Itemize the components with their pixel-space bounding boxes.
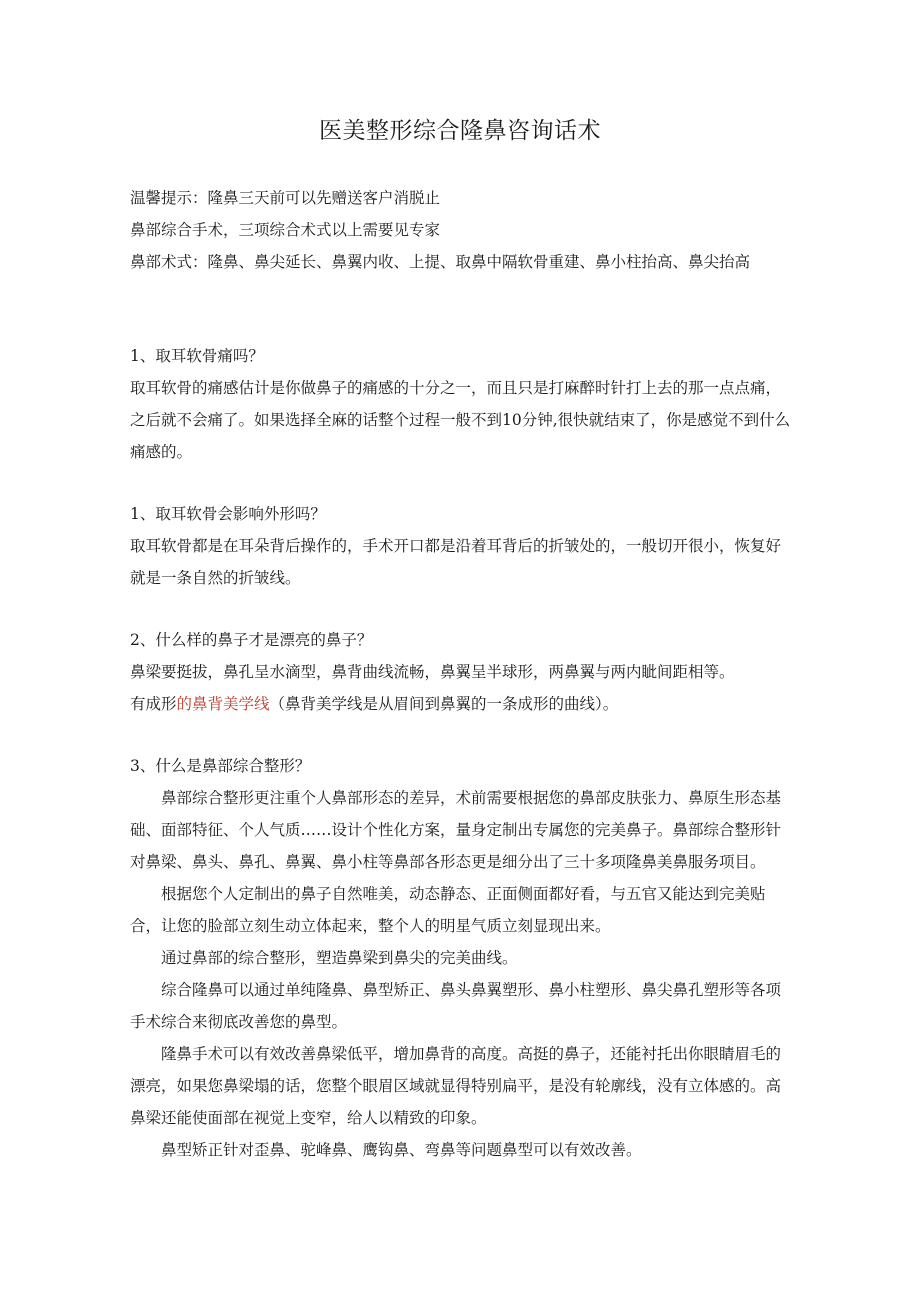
aesthetic-line-link[interactable]: 的鼻背美学线 [176, 695, 270, 713]
q2-answer-line-2 [130, 688, 794, 720]
q1b-question: 1、取耳软骨会影响外形吗？ [130, 505, 326, 523]
q2-answer-prefix: 有成形 [130, 695, 177, 713]
q3-paragraph: 鼻部综合整形更注重个人鼻部形态的差异，术前需要根据您的鼻部皮肤张力、鼻原生形态基础、面部特征、个人气质……设计个性化方案，量身定制出专属您的完美鼻子。鼻部综合整形针对鼻梁、鼻头、鼻孔、鼻翼、鼻小柱等鼻部各形态更是细分出了三十多项隆鼻美鼻服务项目。 [130, 789, 782, 871]
q3-paragraph: 隆鼻手术可以有效改善鼻梁低平，增加鼻背的高度。高挺的鼻子，还能衬托出你眼睛眉毛的漂亮，如果您鼻梁塌的话，您整个眼眉区域就显得特别扁平，是没有轮廓线，没有立体感的。高鼻梁还能使面部在视觉上变窄，给人以精致的印象。 [130, 1045, 782, 1127]
q3-paragraph: 鼻型矫正针对歪鼻、驼峰鼻、鹰钩鼻、弯鼻等问题鼻型可以有效改善。 [161, 1141, 642, 1159]
document-body [130, 182, 794, 1166]
q3-paragraph: 通过鼻部的综合整形，塑造鼻梁到鼻尖的完美曲线。 [161, 949, 518, 967]
q3-paragraph: 根据您个人定制出的鼻子自然唯美，动态静态、正面侧面都好看，与五官又能达到完美贴合，让您的脸部立刻生动立体起来，整个人的明星气质立刻显现出来。 [130, 885, 766, 935]
q3-paragraph: 综合隆鼻可以通过单纯隆鼻、鼻型矫正、鼻头鼻翼塑形、鼻小柱塑形、鼻尖鼻孔塑形等各项手术综合来彻底改善您的鼻型。 [130, 981, 782, 1031]
document-title: 医美整形综合隆鼻咨询话术 [319, 118, 601, 144]
q1b-answer: 取耳软骨都是在耳朵背后操作的，手术开口都是沿着耳背后的折皱处的，一般切开很小，恢复好就是一条自然的折皱线。 [130, 537, 782, 587]
q1-question: 1、取耳软骨痛吗？ [130, 347, 264, 365]
q3-question: 3、什么是鼻部综合整形？ [130, 757, 311, 775]
intro-tip: 温馨提示：隆鼻三天前可以先赠送客户消脱止 [130, 189, 441, 207]
q1-answer: 取耳软骨的痛感估计是你做鼻子的痛感的十分之一，而且只是打麻醉时针打上去的那一点点痛，之后就不会痛了。如果选择全麻的话整个过程一般不到10分钟,很快就结束了，你是感觉不到什么痛感的。 [130, 379, 791, 461]
intro-line-2: 鼻部综合手术，三项综合术式以上需要见专家 [130, 221, 441, 239]
q2-question: 2、什么样的鼻子才是漂亮的鼻子？ [130, 631, 373, 649]
intro-line-3: 鼻部术式：隆鼻、鼻尖延长、鼻翼内收、上提、取鼻中隔软骨重建、鼻小柱抬高、鼻尖抬高 [130, 253, 751, 271]
q2-answer-suffix: （鼻背美学线是从眉间到鼻翼的一条成形的曲线）。 [269, 695, 619, 713]
q2-answer-line-1: 鼻梁要挺拔，鼻孔呈水滴型，鼻背曲线流畅，鼻翼呈半球形，两鼻翼与两内眦间距相等。 [130, 663, 735, 681]
